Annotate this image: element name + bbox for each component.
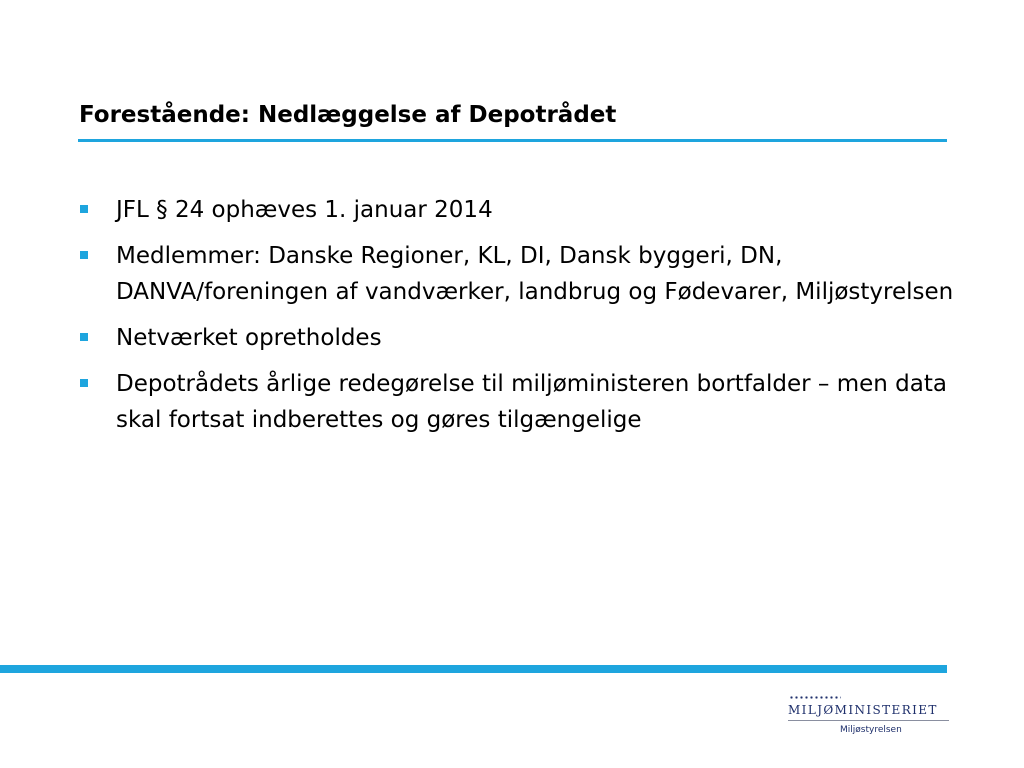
logo-divider	[788, 720, 949, 721]
footer-band	[0, 665, 947, 673]
bullet-item	[78, 366, 958, 438]
bullet-square-icon	[80, 251, 88, 259]
title-underline	[78, 139, 947, 142]
bullet-item	[78, 192, 958, 228]
logo-agency-name: Miljøstyrelsen	[840, 725, 902, 735]
bullet-square-icon	[80, 333, 88, 341]
bullet-square-icon	[80, 205, 88, 213]
bullet-text: Depotrådets årlige redegørelse til miljøministeren bortfalder – men data skal fortsat indberettes og gøres tilgængelige	[116, 371, 947, 433]
logo-dots-icon	[789, 696, 841, 699]
bullet-text: Netværket opretholdes	[116, 325, 382, 351]
logo-ministry-name: MILJØMINISTERIET	[788, 703, 938, 717]
bullet-text: Medlemmer: Danske Regioner, KL, DI, Dansk byggeri, DN, DANVA/foreningen af vandværker, landbrug og Fødevarer, Miljøstyrelsen	[116, 243, 954, 305]
ministry-logo	[786, 694, 951, 744]
bullet-item	[78, 238, 958, 310]
bullet-list	[78, 192, 958, 448]
bullet-text: JFL § 24 ophæves 1. januar 2014	[116, 197, 493, 223]
bullet-item	[78, 320, 958, 356]
slide-title: Forestående: Nedlæggelse af Depotrådet	[79, 102, 617, 128]
bullet-square-icon	[80, 379, 88, 387]
